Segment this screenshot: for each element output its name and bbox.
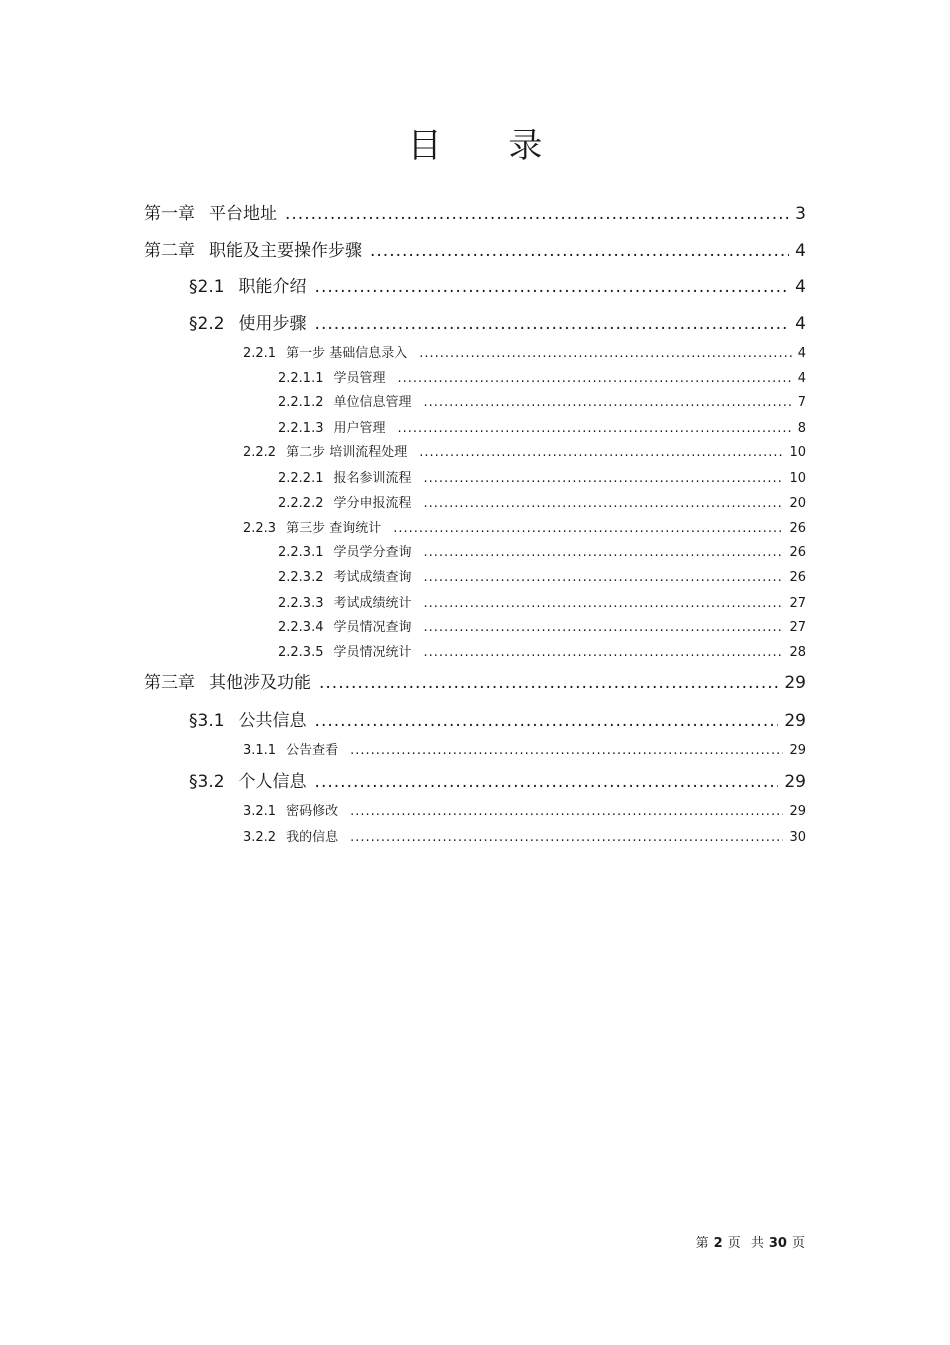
toc-leader-dots [315, 314, 790, 334]
toc-entry-label: 学员管理 [333, 371, 386, 386]
toc-entry-section-3-2[interactable] [189, 767, 806, 792]
toc-entry-2-2-3-5[interactable] [278, 641, 806, 660]
toc-leader-dots [350, 804, 783, 819]
toc-entry-page: 26 [789, 521, 806, 536]
toc-entry-label: 使用步骤 [238, 314, 307, 334]
toc-entry-number: 第一章 [144, 204, 195, 224]
toc-entry-page: 8 [797, 421, 806, 436]
toc-entry-page: 28 [789, 645, 806, 660]
toc-entry-2-2-1-1[interactable] [278, 367, 806, 386]
toc-entry-number: §3.1 [189, 711, 225, 731]
toc-entry-page: 30 [789, 830, 806, 845]
toc-entry-number: 2.2.2.2 [278, 496, 324, 511]
footer-prefix: 第 [695, 1236, 709, 1251]
toc-entry-section-2-2[interactable] [189, 309, 806, 334]
toc-leader-dots [424, 545, 784, 560]
toc-entry-number: 2.2.1.1 [278, 371, 324, 386]
toc-entry-label: 考试成绩统计 [333, 596, 412, 611]
toc-entry-label: 单位信息管理 [333, 395, 412, 410]
toc-leader-dots [398, 421, 792, 436]
footer-page-word: 页 [727, 1236, 741, 1251]
toc-entry-number: 3.1.1 [243, 743, 277, 758]
toc-entry-number: 2.2.3.2 [278, 570, 324, 585]
toc-entry-page: 27 [789, 620, 806, 635]
toc-entry-label: 学员情况查询 [333, 620, 412, 635]
toc-leader-dots [424, 620, 784, 635]
toc-leader-dots [350, 830, 783, 845]
toc-entry-page: 20 [789, 496, 806, 511]
toc-leader-dots [315, 277, 790, 297]
toc-entry-page: 7 [797, 395, 806, 410]
toc-entry-2-2-3-3[interactable] [278, 592, 806, 611]
toc-entry-2-2-3-2[interactable] [278, 566, 806, 585]
footer-total-word: 共 [750, 1236, 764, 1251]
toc-entry-number: §3.2 [189, 772, 225, 792]
toc-entry-section-3-1[interactable] [189, 706, 806, 731]
toc-entry-2-2-2-1[interactable] [278, 467, 806, 486]
toc-leader-dots [424, 395, 792, 410]
page-footer [696, 1232, 805, 1251]
toc-leader-dots [319, 673, 778, 693]
toc-entry-number: 2.2.2.1 [278, 471, 324, 486]
current-page-number: 2 [713, 1236, 723, 1251]
toc-entry-3-2-2[interactable] [243, 826, 806, 845]
toc-entry-number: 3.2.1 [243, 804, 277, 819]
toc-entry-page: 4 [795, 277, 806, 297]
toc-entry-label: 密码修改 [286, 804, 339, 819]
toc-entry-page: 10 [789, 471, 806, 486]
toc-entry-page: 4 [797, 346, 806, 361]
toc-entry-number: 第二章 [144, 241, 195, 261]
toc-leader-dots [315, 772, 779, 792]
toc-entry-2-2-1-3[interactable] [278, 417, 806, 436]
toc-entry-2-2-3[interactable] [243, 517, 806, 536]
toc-entry-number: 2.2.3.3 [278, 596, 324, 611]
toc-leader-dots [424, 471, 784, 486]
toc-entry-page: 10 [789, 445, 806, 460]
toc-entry-number: 2.2.1 [243, 346, 277, 361]
toc-entry-label: 第一步 基础信息录入 [286, 346, 408, 361]
toc-entry-number: 2.2.1.3 [278, 421, 324, 436]
toc-entry-page: 3 [795, 204, 806, 224]
toc-entry-label: 报名参训流程 [333, 471, 412, 486]
toc-entry-label: 平台地址 [209, 204, 277, 224]
toc-entry-label: 考试成绩查询 [333, 570, 412, 585]
toc-entry-page: 29 [784, 673, 806, 693]
toc-entry-page: 26 [789, 545, 806, 560]
toc-entry-label: 公共信息 [238, 711, 307, 731]
toc-entry-2-2-2[interactable] [243, 441, 806, 460]
toc-entry-label: 我的信息 [286, 830, 339, 845]
toc-entry-page: 29 [789, 743, 806, 758]
toc-leader-dots [370, 241, 789, 261]
toc-entry-number: 2.2.3 [243, 521, 277, 536]
toc-entry-page: 27 [789, 596, 806, 611]
toc-entry-label: 职能及主要操作步骤 [209, 241, 362, 261]
toc-entry-chapter-3[interactable] [144, 668, 806, 693]
toc-entry-section-2-1[interactable] [189, 272, 806, 297]
toc-entry-number: §2.1 [189, 277, 225, 297]
toc-entry-page: 29 [789, 804, 806, 819]
toc-entry-label: 学分申报流程 [333, 496, 412, 511]
toc-entry-2-2-1-2[interactable] [278, 391, 806, 410]
toc-leader-dots [424, 496, 784, 511]
toc-entry-3-1-1[interactable] [243, 739, 806, 758]
toc-entry-page: 29 [784, 772, 806, 792]
total-page-number: 30 [768, 1236, 787, 1251]
toc-title: 目 录 [407, 126, 571, 166]
toc-entry-2-2-1[interactable] [243, 342, 806, 361]
toc-entry-number: 第三章 [144, 673, 195, 693]
toc-leader-dots [393, 521, 783, 536]
toc-entry-label: 公告查看 [286, 743, 339, 758]
toc-entry-number: §2.2 [189, 314, 225, 334]
toc-entry-3-2-1[interactable] [243, 800, 806, 819]
toc-entry-number: 3.2.2 [243, 830, 277, 845]
toc-entry-label: 第三步 查询统计 [286, 521, 382, 536]
toc-leader-dots [419, 346, 792, 361]
toc-entry-label: 个人信息 [238, 772, 307, 792]
toc-entry-number: 2.2.2 [243, 445, 277, 460]
toc-entry-number: 2.2.3.1 [278, 545, 324, 560]
toc-entry-page: 4 [795, 314, 806, 334]
toc-entry-number: 2.2.3.5 [278, 645, 324, 660]
toc-entry-number: 2.2.1.2 [278, 395, 324, 410]
toc-leader-dots [285, 204, 789, 224]
footer-suffix: 页 [791, 1236, 805, 1251]
toc-entry-label: 学员学分查询 [333, 545, 412, 560]
toc-entry-page: 4 [797, 371, 806, 386]
toc-entry-label: 第二步 培训流程处理 [286, 445, 408, 460]
toc-entry-2-2-3-1[interactable] [278, 541, 806, 560]
toc-entry-label: 学员情况统计 [333, 645, 412, 660]
toc-entry-2-2-3-4[interactable] [278, 616, 806, 635]
toc-leader-dots [350, 743, 783, 758]
toc-entry-2-2-2-2[interactable] [278, 492, 806, 511]
toc-entry-page: 4 [795, 241, 806, 261]
toc-leader-dots [419, 445, 783, 460]
toc-entry-label: 其他涉及功能 [209, 673, 311, 693]
toc-entry-chapter-1[interactable] [144, 199, 806, 224]
toc-entry-chapter-2[interactable] [144, 236, 806, 261]
toc-leader-dots [424, 596, 784, 611]
toc-leader-dots [424, 570, 784, 585]
toc-entry-label: 职能介绍 [238, 277, 307, 297]
toc-entry-number: 2.2.3.4 [278, 620, 324, 635]
toc-leader-dots [424, 645, 784, 660]
toc-entry-label: 用户管理 [333, 421, 386, 436]
toc-entry-page: 29 [784, 711, 806, 731]
toc-leader-dots [315, 711, 779, 731]
toc-leader-dots [398, 371, 792, 386]
toc-entry-page: 26 [789, 570, 806, 585]
